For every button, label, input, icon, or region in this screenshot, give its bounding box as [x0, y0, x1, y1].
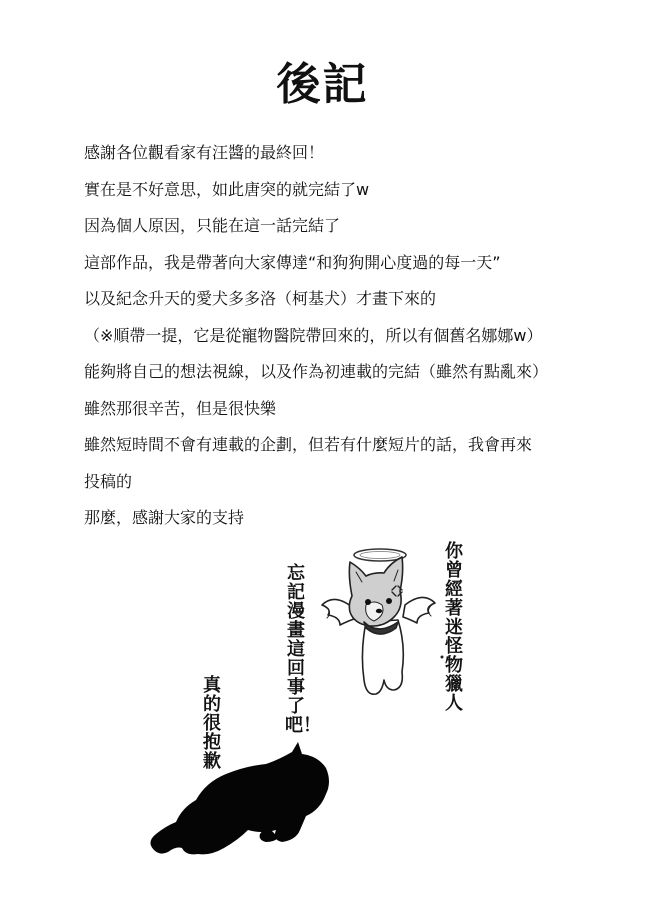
speech-text-middle: 忘記漫畫這回事了吧！	[285, 563, 321, 736]
afterword-line: 能夠將自己的想法視線，以及作為初連載的完結（雖然有點亂來）	[84, 362, 549, 381]
speech-text-left: 真的很抱歉	[203, 675, 221, 772]
afterword-line: 這部作品，我是帶著向大家傳達“和狗狗開心度過的每一天”	[84, 252, 501, 272]
afterword-line: （※順帶一提，它是從寵物醫院帶回來的，所以有個舊名娜娜w）	[84, 325, 543, 345]
afterword-line: 實在是不好意思，如此唐突的就完結了w	[84, 179, 370, 199]
ghost-dog-icon	[322, 557, 435, 694]
silhouette-figure-icon	[150, 742, 329, 854]
page-title: 後記	[276, 59, 369, 110]
afterword-line: 雖然短時間不會有連載的企劃，但若有什麼短片的話，我會再來	[84, 435, 533, 454]
afterword-line: 因為個人原因，只能在這一話完結了	[84, 216, 341, 235]
afterword-line: 雖然那很辛苦，但是很快樂	[84, 398, 277, 418]
afterword-line: 投稿的	[84, 471, 133, 491]
afterword-line: 以及紀念升天的愛犬多多洛（柯基犬）才畫下來的	[84, 289, 437, 308]
afterword-line: 那麼，感謝大家的支持	[84, 508, 245, 527]
afterword-line: 感謝各位觀看家有汪醬的最終回！	[84, 143, 325, 162]
speech-text-right: 你曾經著迷怪物獵人	[445, 541, 463, 714]
